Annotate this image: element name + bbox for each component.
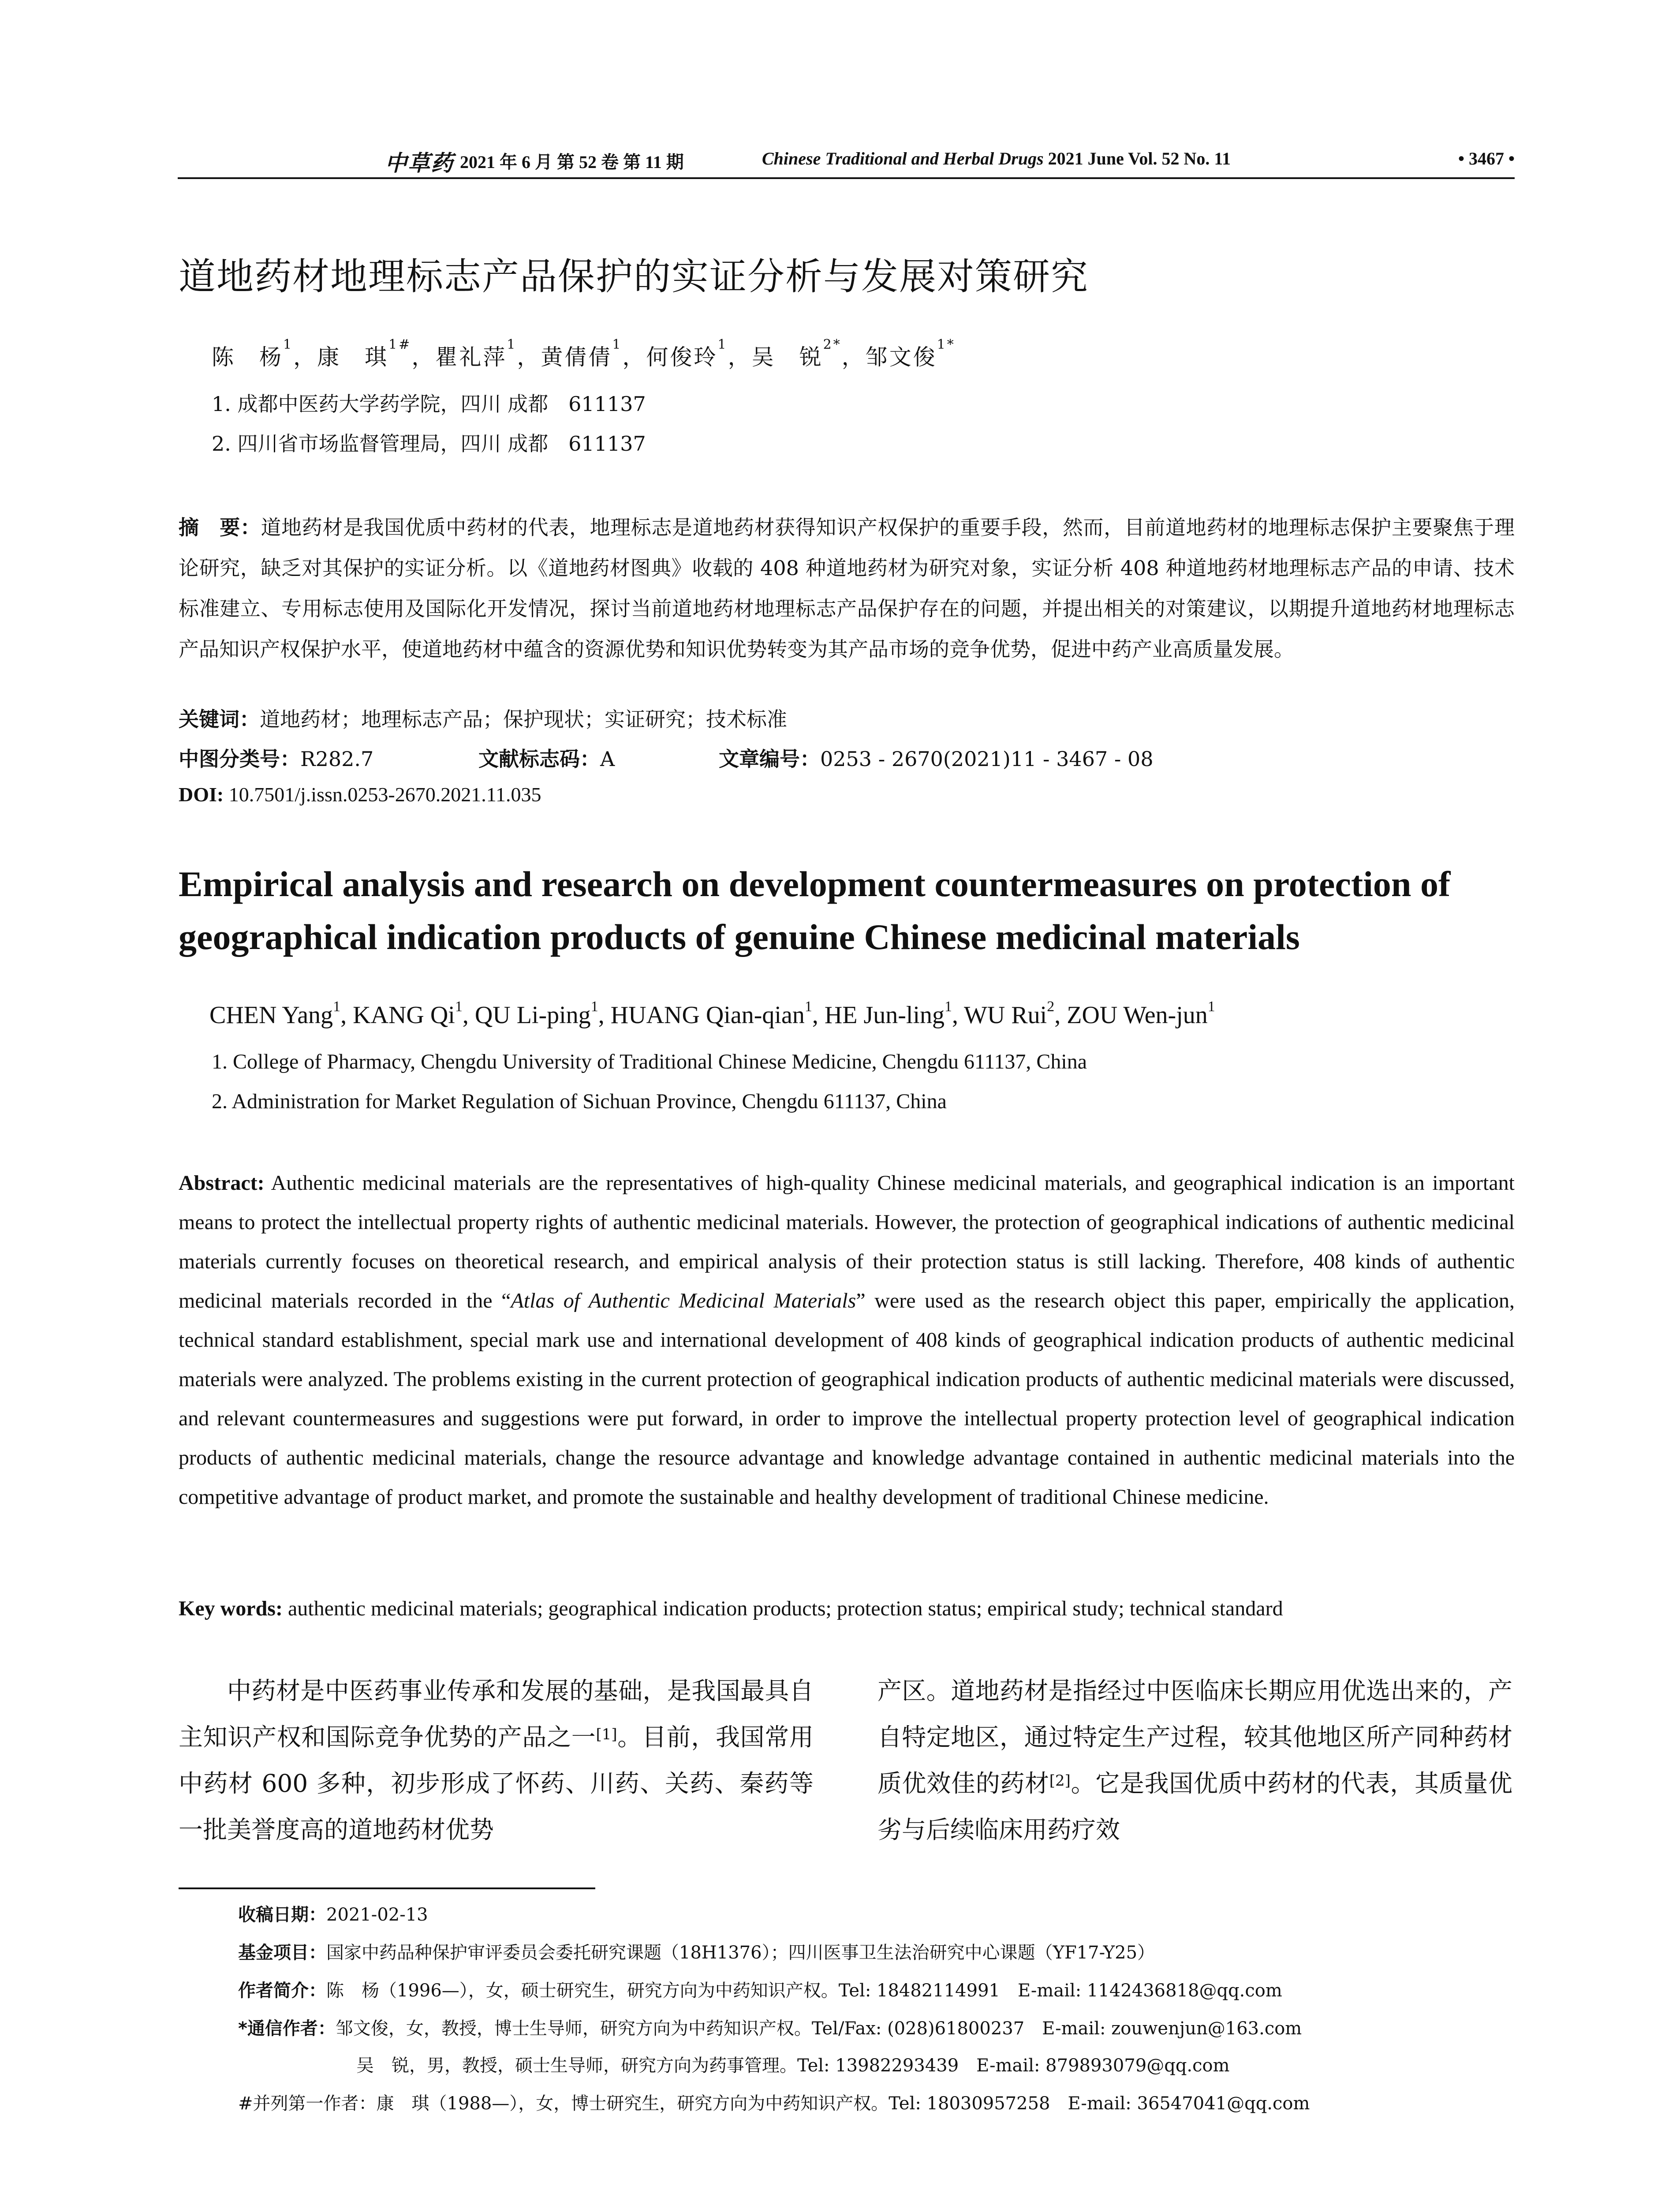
footnote-author-bio: 作者简介：陈 杨（1996—），女，硕士研究生，研究方向为中药知识产权。Tel: 18482114991 E-mail: 1142436818@qq.com bbox=[238, 1981, 1282, 2001]
author-cn: 何俊玲$^1$， bbox=[646, 337, 752, 370]
abstract-label-en: Abstract: bbox=[179, 1171, 265, 1195]
article-number: 文章编号：0253 - 2670(2021)11 - 3467 - 08 bbox=[719, 747, 1154, 771]
affiliation-en: 1. College of Pharmacy, Chengdu University of Traditional Chinese Medicine, Chengdu 611137, China bbox=[212, 1050, 1087, 1073]
cited-book-title: Atlas of Authentic Medicinal Materials bbox=[511, 1289, 856, 1312]
running-header bbox=[178, 140, 1515, 176]
document-code: 文献标志码：A bbox=[478, 747, 615, 771]
author-cn: 陈 杨$^1$， bbox=[212, 337, 317, 370]
journal-name-cn: 中草药 bbox=[385, 150, 454, 176]
journal-name-en bbox=[762, 148, 1231, 169]
author-list-en bbox=[209, 998, 1215, 1029]
issue-date-cn: 2021 年 6 月 第 52 卷 第 11 期 bbox=[460, 152, 684, 172]
header-rule bbox=[178, 177, 1515, 179]
footnote-received: 收稿日期：2021-02-13 bbox=[238, 1905, 428, 1925]
author-cn: 黄倩倩$^1$， bbox=[541, 337, 646, 370]
author-en: ZOU Wen-jun$^1$ bbox=[1067, 998, 1215, 1029]
affiliation-en: 2. Administration for Market Regulation of Sichuan Province, Chengdu 611137, China bbox=[212, 1090, 947, 1113]
body-text: 。它是我国优质中药材的代表，其质量优劣与后续临床用药疗效 bbox=[877, 1769, 1512, 1844]
issue-date-en: 2021 June Vol. 52 No. 11 bbox=[1043, 149, 1231, 168]
paper-title-cn: 道地药材地理标志产品保护的实证分析与发展对策研究 bbox=[179, 255, 1089, 298]
abstract-en bbox=[179, 1163, 1515, 1517]
author-cn: 吴 锐$^{2*}$， bbox=[751, 337, 866, 370]
author-list-cn bbox=[212, 337, 956, 371]
body-text: 中药材是中医药事业传承和发展的基础，是我国最具自主知识产权和国际竞争优势的产品之一 bbox=[179, 1677, 814, 1751]
body-text: 产区。道地药材是指经过中医临床长期应用优选出来的，产自特定地区，通过特定生产过程，较其他地区所产同种药材质优效佳的药材 bbox=[877, 1677, 1512, 1798]
affiliation-cn: 2. 四川省市场监督管理局，四川 成都 611137 bbox=[212, 432, 646, 456]
keywords-text-en: authentic medicinal materials; geographical indication products; protection status; empirical study; technical standard bbox=[282, 1597, 1283, 1620]
footnote-co-first-author: #并列第一作者：康 琪（1988—），女，博士研究生，研究方向为中药知识产权。Tel: 18030957258 E-mail: 36547041@qq.com bbox=[238, 2093, 1310, 2114]
keywords-label-cn: 关键词： bbox=[179, 707, 260, 731]
clc-number: 中图分类号：R282.7 bbox=[179, 747, 374, 771]
doi-label: DOI: bbox=[179, 783, 224, 806]
footnote-corresponding-2: 吴 锐，男，教授，硕士生导师，研究方向为药事管理。Tel: 13982293439 E-mail: 879893079@qq.com bbox=[356, 2056, 1230, 2076]
keywords-cn bbox=[179, 703, 787, 733]
keywords-label-en: Key words: bbox=[179, 1597, 283, 1620]
author-en: KANG Qi$^1$, bbox=[353, 998, 475, 1029]
author-en: WU Rui$^2$, bbox=[964, 998, 1067, 1029]
footnote-funding: 基金项目：国家中药品种保护审评委员会委托研究课题（18H1376）；四川医事卫生法治研究中心课题（YF17-Y25） bbox=[238, 1943, 1155, 1963]
doi-value: 10.7501/j.issn.0253-2670.2021.11.035 bbox=[224, 783, 541, 806]
body-column-right bbox=[877, 1668, 1512, 1853]
author-en: HUANG Qian-qian$^1$, bbox=[610, 998, 825, 1029]
footnote-rule bbox=[179, 1887, 595, 1889]
keywords-en bbox=[179, 1596, 1283, 1621]
page-number: • 3467 • bbox=[1458, 149, 1515, 168]
citation-ref[interactable]: [2] bbox=[1049, 1772, 1071, 1790]
body-text: 。目前，我国常用中药材 600 多种，初步形成了怀药、川药、关药、秦药等一批美誉度高的道地药材优势 bbox=[179, 1723, 814, 1844]
keywords-text-cn: 道地药材；地理标志产品；保护现状；实证研究；技术标准 bbox=[260, 707, 787, 731]
abstract-cn bbox=[179, 507, 1515, 669]
author-en: QU Li-ping$^1$, bbox=[474, 998, 611, 1029]
body-column-left bbox=[179, 1668, 814, 1853]
abstract-text-cn: 道地药材是我国优质中药材的代表，地理标志是道地药材获得知识产权保护的重要手段，然而，目前道地药材的地理标志保护主要聚焦于理论研究，缺乏对其保护的实证分析。以《道地药材图典》收载的 408 种道地药材为研究对象，实证分析 408 种道地药材地理标志产品的申请、技术标准建立、专用标志使用及国际化开发情况，探讨当前道地药材地理标志产品保护存在的问题，并提出相关的对策建议，以期提升道地药材地理标志产品知识产权保护水平，使道地药材中蕴含的资源优势和知识优势转变为其产品市场的竞争优势，促进中药产业高质量发展。 bbox=[179, 516, 1515, 661]
abstract-text-en-cont: ” were used as the research object this paper, empirically the application, technical standard establishment, special mark use and international development of 408 kinds of geographical indication products of authentic medicinal materials were analyzed. The problems existing in the current protection of geographical indication products of authentic medicinal materials were discussed, and relevant countermeasures and suggestions were put forward, in order to improve the intellectual property protection level of geographical indication products of authentic medicinal materials, change the resource advantage and knowledge advantage contained in authentic medicinal materials into the competitive advantage of product market, and promote the sustainable and healthy development of traditional Chinese medicine. bbox=[179, 1289, 1515, 1509]
doi bbox=[179, 783, 541, 806]
citation-ref[interactable]: [1] bbox=[596, 1726, 617, 1743]
author-en: HE Jun-ling$^1$, bbox=[824, 998, 964, 1029]
author-en: CHEN Yang$^1$, bbox=[209, 998, 353, 1029]
author-cn: 瞿礼萍$^1$， bbox=[435, 337, 541, 370]
author-cn: 康 琪$^{1\#}$， bbox=[317, 337, 436, 370]
author-cn: 邹文俊$^{1*}$ bbox=[865, 337, 956, 370]
affiliation-cn: 1. 成都中医药大学药学院，四川 成都 611137 bbox=[212, 392, 646, 416]
abstract-text-en: Authentic medicinal materials are the representatives of high-quality Chinese medicinal materials, and geographical indication is an important means to protect the intellectual property rights of authentic medicinal materials. However, the protection of geographical indications of authentic medicinal materials currently focuses on theoretical research, and empirical analysis of their protection status is still lacking. Therefore, 408 kinds of authentic medicinal materials recorded in the “ bbox=[179, 1171, 1515, 1312]
journal-title-en: Chinese Traditional and Herbal Drugs bbox=[762, 149, 1044, 168]
paper-title-en: Empirical analysis and research on development countermeasures on protection of geographical indication products of genuine Chinese medicinal materials bbox=[179, 864, 1451, 957]
footnote-corresponding: *通信作者：邹文俊，女，教授，博士生导师，研究方向为中药知识产权。Tel/Fax: (028)61800237 E-mail: zouwenjun@163.com bbox=[238, 2018, 1302, 2039]
abstract-label-cn: 摘 要： bbox=[179, 516, 261, 539]
